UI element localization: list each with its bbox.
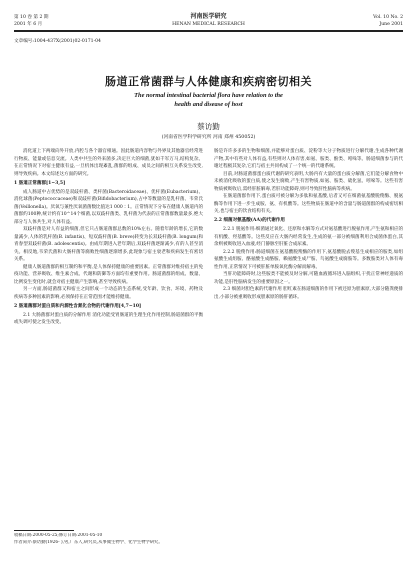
header-rule-thin	[14, 31, 403, 32]
author-affiliation: (河南省医学科学研究所 河南 郑州 450052)	[161, 135, 256, 140]
header-date-zh: 2001 年 6 月	[14, 22, 43, 27]
paragraph: 2.2.2 脱羧作用:肠道细菌在氨基酸脱羧酶的作用下,氨基酸脱去羧基生成相应的胺类,如组氨酸生成组胺、酪氨酸生成酪胺、赖氨酸生成尸胺、鸟氨酸生成腐胺等。多数胺类对人体有毒性作用,正常情况下可被肝脏单胺氧化酶分解而解毒。	[214, 249, 403, 270]
paragraph: 另一方面,肠道菌群又和宿主之间形成一个动态的生态系统,受年龄、饮食、环境、药物及疾病等多种因素的影响,必须保持在正常范围才能维持健康。	[14, 287, 203, 300]
paragraph-continued: 肠是许许多多的生物和细菌,并能够对蛋白质、淀粉等大分子物质进行分解代谢,生成各种代谢产物,其中有些对人体有益,有些则对人体有害,如氨、胺类、酚类、吲哚等。肠道细菌参与的代谢过程极其复杂,它们与宿主共同构成了一个统一的代谢系统。	[214, 149, 403, 169]
footnote-author-bio: 作者简介:蔡访勤(1926- ),男,广东人,研究员,从事微生物学、化学生物学研究。	[14, 539, 163, 545]
paragraph: 双歧杆菌是对人有益的细菌,但它只占肠道菌群总数的10%左右。随着年龄的增长,它的数量减少,人体的乳杆菌(B. infantis)、短双歧杆菌(B. breve)转变为长双歧杆菌(B. longum)和青春型双歧杆菌(B. adolescentis)。由成年期进入老年期后,双歧杆菌逐渐减少,有的人甚至消失。相反地,韦荣氏菌和大肠杆菌等腐败性细菌逐渐增多,此现象与宿主衰老和疾病发生有密切关系。	[14, 227, 203, 262]
body-column-left	[14, 148, 203, 527]
section-heading-1: 1 肠道正常菌群[1~3,5]	[14, 180, 66, 186]
body-column-right	[214, 148, 403, 572]
footnote-rule	[14, 530, 74, 531]
header-vol-issue-en: Vol. 10 No. 2	[373, 15, 403, 20]
article-id: 文章编号:1004-437X(2001)02-0171-04	[14, 39, 101, 44]
paragraph: 2.1 大肠菌群对蛋白质的分解作用 消化功能受胃肠道的生理生化作用控制,肠道菌群的平衡或失调可使之发生改变。	[14, 312, 203, 325]
paragraph: 当肝功能障碍时,这些胺类不能被及时分解,可随血液循环进入脑组织,干扰正常神经递质的功能,是肝性脑病发生的重要原因之一。	[214, 272, 403, 285]
subsection-heading-2-2: 2.2 细菌对氨基酸(AA)的代谢作用	[214, 218, 285, 223]
title-chinese: 肠道正常菌群与人体健康和疾病密切相关	[105, 75, 312, 88]
header-journal-en: HENAN MEDICAL RESEARCH	[172, 22, 245, 27]
paragraph: 目前,对肠道菌群蛋白质代谢的研究表明,大肠内有大量的蛋白质分解菌,它们能分解食物中未被消化吸收的蛋白质,使之发生腐败,产生有害物质,如氨、胺类、硫化氢、吲哚等。这些有害物质被吸收后,需经肝脏解毒,若肝功能障碍,则可导致肝性脑病等疾病。	[214, 171, 403, 192]
paragraph: 2.2.1 脱氨作用:细菌通过氧化、还原和水解等方式对氨基酸进行脱氨作用,产生氨和相应的有机酸、羟基酸等。这些反应在大肠内经常发生,生成的氨一部分被细菌利用合成菌体蛋白,其余则被吸收进入血液,经门静脉至肝脏合成尿素。	[214, 227, 403, 247]
section-heading-2: 2 肠道菌群对蛋白质和内源性含氮化合物的代谢作用[4,7~10]	[14, 303, 142, 309]
header-vol-issue-zh: 第 10 卷 第 2 期	[14, 15, 49, 20]
header-date-en: June 2001	[379, 22, 403, 27]
paragraph: 成人肠道中占优势的是双歧杆菌、类杆菌(Bacteroidaceae)、优杆菌(Eubacterium)、消化球菌(Peptococcaceae)和双歧杆菌(Bifidobacterium),占中等数量的是乳杆菌、韦荣氏菌(Veillonella)。厌氧与兼性厌氧菌菌数比值达1 000∶1。正常情况下分布在健康人肠道内的菌群约100种,统计约有10^14个细菌,以双歧杆菌类、乳杆菌为代表的正常菌群数量最多,绝大部分与人体共生,对人体有益。	[14, 189, 203, 225]
title-english-line2: health and disease of host	[174, 101, 243, 108]
title-english-line1: The normal intestinal bacterial flora have relation to the	[134, 92, 283, 99]
author-name: 蔡访勤	[197, 122, 220, 131]
footnote-received-date: 收稿日期:2000-05-25;修订日期:2001-05-10	[14, 533, 103, 538]
paragraph: 健康人肠道菌群的相互制约和平衡,是人体保持健康的重要因素。正常菌群对维持宿主的免疫功能、营养吸收、维生素合成、代谢和防御等方面均有重要作用。肠道菌群的组成、数量、比例发生变化时,就会对宿主健康产生影响,甚至导致疾病。	[14, 264, 203, 285]
paragraph: 在肠道菌群作用下,蛋白质可被分解为多肽和氨基酸,后者又可在细菌氨基酸脱羧酶、脱氨酶等作用下进一步生成胺、氨、有机酸等。这些物质在肠道中的含量与肠道菌群的构成密切相关,也与宿主的饮食结构有关。	[214, 194, 403, 214]
paragraph-intro: 消化道上下两端向外开放,内腔与各个器官相通。因此肠道内容物与外界及其他器官经常进行物质、能量或信息交流。人类中共生的外来菌多,决定巨大的细菌,犹如千军万马,结构复杂。在正常情况下对宿主健康有益,一旦机体出现紊乱,菌群的组成、成员之间的相互关系发生改变,则导致疾病。本文综述这方面的研究。	[14, 149, 203, 177]
footnote	[14, 533, 203, 546]
paragraph: 2.3 细菌对胆色素的代谢作用 胆红素在肠道细菌的作用下被还原为胆素原,大部分随粪便排出,小部分被重吸收形成胆素原的肠肝循环。	[214, 287, 403, 300]
header-journal-zh: 河南医学研究	[190, 13, 227, 20]
